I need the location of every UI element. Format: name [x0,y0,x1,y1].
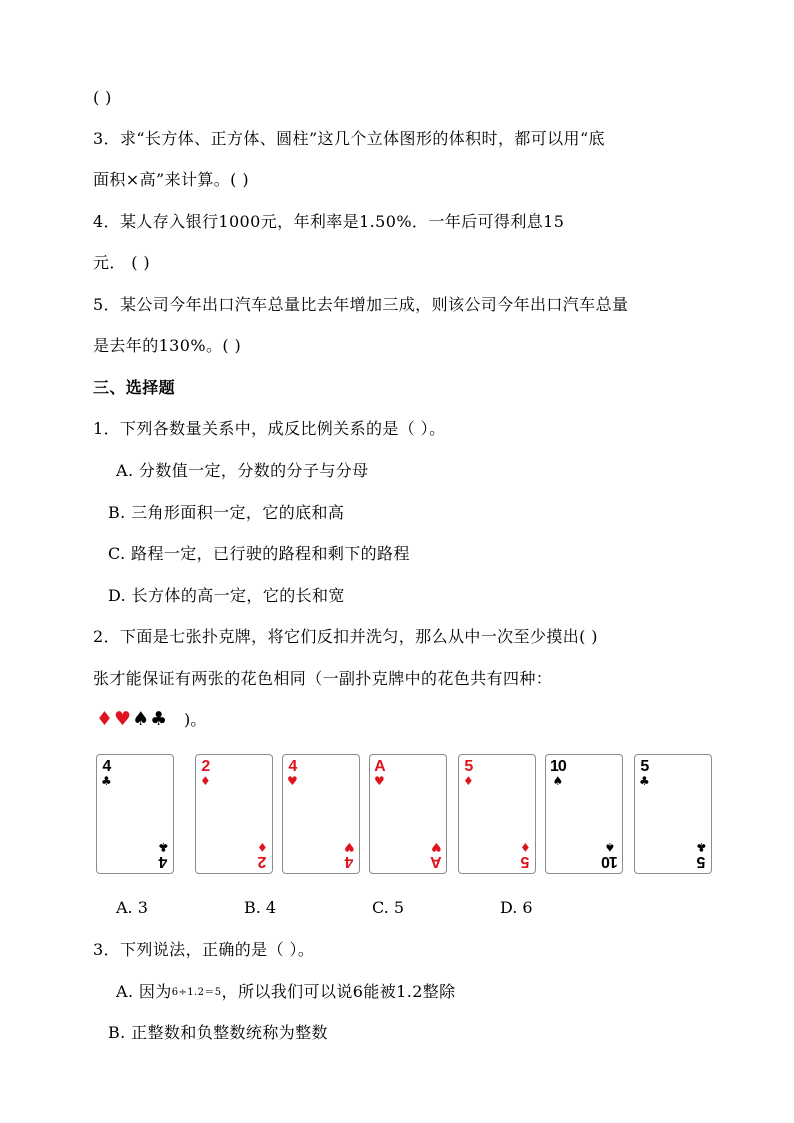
card-rank: 5 [521,853,530,870]
card-corner-bottom [158,841,169,869]
playing-card [282,754,360,874]
card-corner-bottom [257,841,268,869]
card-rank: 5 [640,758,649,775]
spade-icon: ♠ [132,708,150,730]
card-suit-icon: ♣ [639,774,650,788]
card-suit-icon: ♦ [200,774,211,788]
card-corner-top [463,759,474,787]
option-3a-suffix: ，所以我们可以说6能被1.2整除 [221,982,456,1001]
judgement-question-5: 5．某公司今年出口汽车总量比去年增加三成，则该公司今年出口汽车总量 [93,295,629,314]
card-rank: 4 [345,853,354,870]
card-suit-icon: ♣ [158,840,169,854]
card-rank: 5 [464,758,473,775]
option-1d: D. 长方体的高一定，它的长和宽 [108,586,345,605]
card-suit-icon: ♥ [431,840,442,854]
card-corner-bottom [520,841,531,869]
option-2c: C. 5 [372,898,405,917]
option-1c: C. 路程一定，已行驶的路程和剩下的路程 [108,544,410,563]
club-icon: ♣ [150,708,168,730]
playing-card [96,754,174,874]
card-corner-top [101,759,112,787]
card-suit-icon: ♠ [552,774,564,788]
card-suit-icon: ♣ [101,774,112,788]
option-3b: B. 正整数和负整数统称为整数 [108,1023,328,1042]
judgement-question-4-cont: 元． ( ) [93,253,151,272]
option-2d: D. 6 [500,898,533,917]
card-suit-icon: ♠ [604,840,616,854]
question-2-end: )。 [184,710,207,729]
playing-card [195,754,273,874]
card-corner-bottom [696,841,707,869]
choice-question-2: 2．下面是七张扑克牌，将它们反扣并洗匀，那么从中一次至少摸出( ) [93,627,598,646]
division-equation: 6÷1.2＝5 [171,987,222,998]
card-suit-icon: ♣ [696,840,707,854]
card-suit-icon: ♦ [520,840,531,854]
judgement-question-3-cont: 面积×高”来计算。( ) [93,170,249,189]
card-corner-top [639,759,650,787]
card-corner-bottom [344,841,355,869]
card-rank: 4 [288,758,297,775]
judgement-question-5-cont: 是去年的130%。( ) [93,336,242,355]
option-2a: A. 3 [116,898,148,917]
card-suit-icon: ♦ [463,774,474,788]
card-suit-icon: ♥ [287,774,298,788]
card-corner-top [287,759,298,787]
card-rank: 2 [201,758,210,775]
option-3a [116,982,456,1003]
option-3a-prefix: A. 因为 [116,982,172,1001]
card-rank: 5 [697,853,706,870]
option-1b: B. 三角形面积一定，它的底和高 [108,503,345,522]
playing-card [369,754,447,874]
card-rank: A [374,758,385,775]
answer-bracket: ( ) [93,88,112,107]
card-rank: 10 [602,853,618,870]
card-corner-bottom [431,841,442,869]
section-heading: 三、选择题 [93,378,176,397]
card-suit-icon: ♥ [344,840,355,854]
card-corner-top [200,759,211,787]
card-rank: 4 [102,758,111,775]
card-rank: 2 [258,853,267,870]
card-corner-top [550,759,566,787]
card-corner-top [374,759,385,787]
judgement-question-4: 4．某人存入银行1000元，年利率是1.50%．一年后可得利息15 [93,212,565,231]
card-rank: A [431,853,442,870]
heart-icon: ♥ [114,708,132,730]
playing-card [634,754,712,874]
card-rank: 10 [550,758,566,775]
card-suit-icon: ♦ [257,840,268,854]
diamond-icon: ♦ [96,708,114,730]
judgement-question-3: 3．求“长方体、正方体、圆柱”这几个立体图形的体积时，都可以用“底 [93,129,605,148]
playing-card [458,754,536,874]
playing-card [545,754,623,874]
choice-question-1: 1．下列各数量关系中，成反比例关系的是（ ）。 [93,419,446,438]
choice-question-2-cont: 张才能保证有两张的花色相同（一副扑克牌中的花色共有四种： [93,669,553,688]
option-1a: A. 分数值一定，分数的分子与分母 [116,461,369,480]
suit-symbols [96,708,168,730]
card-rank: 4 [159,853,168,870]
choice-question-3: 3．下列说法，正确的是（ ）。 [93,940,315,959]
option-2b: B. 4 [244,898,277,917]
card-corner-bottom [602,841,618,869]
card-suit-icon: ♥ [374,774,385,788]
